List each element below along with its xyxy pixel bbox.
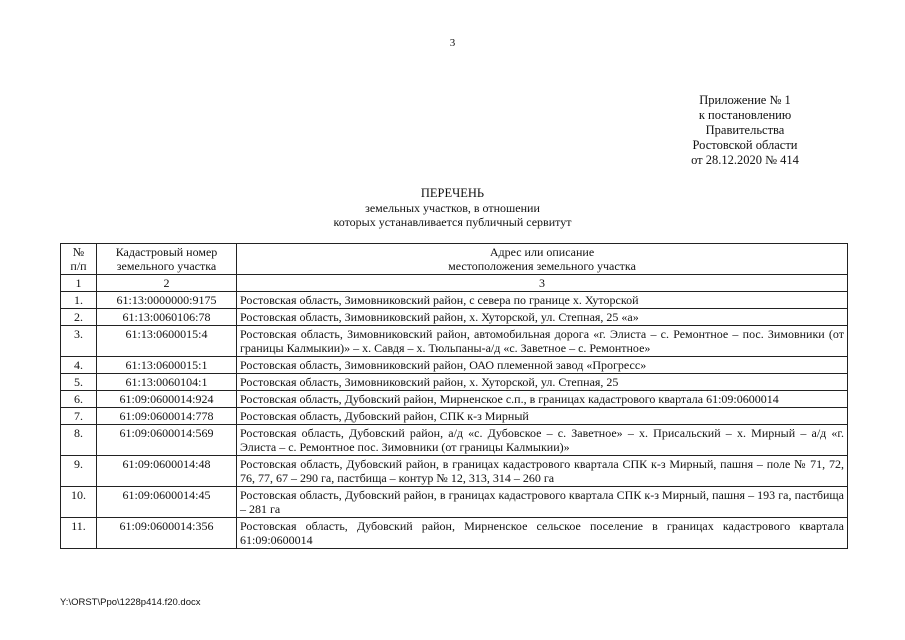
row-number: 4. [61, 357, 97, 374]
document-title [0, 186, 905, 229]
plot-address: Ростовская область, Дубовский район, СПК к-з Мирный [237, 408, 848, 425]
row-number: 9. [61, 456, 97, 487]
cadastral-number: 61:09:0600014:45 [97, 487, 237, 518]
table-row [61, 425, 848, 456]
cadastral-number: 61:13:0600015:4 [97, 326, 237, 357]
cadastral-number: 61:09:0600014:569 [97, 425, 237, 456]
header-number: № п/п [61, 244, 97, 275]
plot-address: Ростовская область, Зимовниковский район, с севера по границе х. Хуторской [237, 292, 848, 309]
column-index: 3 [237, 275, 848, 292]
cadastral-number: 61:13:0060104:1 [97, 374, 237, 391]
plot-address: Ростовская область, Дубовский район, Мирненское сельское поселение в границах кадастрового квартала 61:09:0600014 [237, 518, 848, 549]
plot-address: Ростовская область, Зимовниковский район, х. Хуторской, ул. Степная, 25 «а» [237, 309, 848, 326]
plot-address: Ростовская область, Дубовский район, а/д «с. Дубовское – с. Заветное» – х. Присальский – х. Мирный – а/д «г. Элиста – с. Ремонтное пос. Зимовники (от границы Калмыкии)» [237, 425, 848, 456]
file-path-footer: Y:\ORST\Ppo\1228p414.f20.docx [60, 597, 201, 608]
column-index: 1 [61, 275, 97, 292]
header-cadastral: Кадастровый номер земельного участка [97, 244, 237, 275]
table-row [61, 292, 848, 309]
plot-address: Ростовская область, Дубовский район, в границах кадастрового квартала СПК к-з Мирный, пашня – 193 га, пастбища – 281 га [237, 487, 848, 518]
appendix-line: Ростовской области [692, 138, 798, 152]
row-number: 5. [61, 374, 97, 391]
appendix-block [640, 93, 850, 168]
row-number: 2. [61, 309, 97, 326]
plot-address: Ростовская область, Дубовский район, Мирненское с.п., в границах кадастрового квартала 61:09:0600014 [237, 391, 848, 408]
table-row [61, 326, 848, 357]
title-subtitle-line: которых устанавливается публичный сервитут [333, 215, 572, 229]
table-row [61, 408, 848, 425]
row-number: 11. [61, 518, 97, 549]
table-row [61, 518, 848, 549]
header-address: Адрес или описание местоположения земельного участка [237, 244, 848, 275]
appendix-line: Правительства [705, 123, 785, 137]
plot-address: Ростовская область, Зимовниковский район, х. Хуторской, ул. Степная, 25 [237, 374, 848, 391]
row-number: 6. [61, 391, 97, 408]
column-index-row [61, 275, 848, 292]
page-number: 3 [449, 37, 456, 49]
table-row [61, 456, 848, 487]
cadastral-number: 61:13:0000000:9175 [97, 292, 237, 309]
cadastral-number: 61:09:0600014:356 [97, 518, 237, 549]
table-row [61, 374, 848, 391]
row-number: 3. [61, 326, 97, 357]
cadastral-number: 61:09:0600014:778 [97, 408, 237, 425]
plot-address: Ростовская область, Дубовский район, в границах кадастрового квартала СПК к-з Мирный, пашня – поле № 71, 72, 76, 77, 67 – 290 га, пастбища – контур № 12, 313, 314 – 260 га [237, 456, 848, 487]
cadastral-number: 61:09:0600014:48 [97, 456, 237, 487]
title-heading: ПЕРЕЧЕНЬ [420, 186, 485, 200]
appendix-line: Приложение № 1 [699, 93, 791, 107]
plot-address: Ростовская область, Зимовниковский район, ОАО племенной завод «Прогресс» [237, 357, 848, 374]
cadastral-number: 61:09:0600014:924 [97, 391, 237, 408]
column-index: 2 [97, 275, 237, 292]
row-number: 8. [61, 425, 97, 456]
plot-address: Ростовская область, Зимовниковский район, автомобильная дорога «г. Элиста – с. Ремонтное – пос. Зимовники (от границы Калмыкии)» – х. Савдя – х. Тюльпаны-а/д «с. Заветное – с. Ремонтное» [237, 326, 848, 357]
table-row [61, 309, 848, 326]
row-number: 7. [61, 408, 97, 425]
appendix-line: к постановлению [698, 108, 792, 122]
table-row [61, 487, 848, 518]
cadastral-number: 61:13:0060106:78 [97, 309, 237, 326]
appendix-line: от 28.12.2020 № 414 [691, 153, 799, 167]
cadastral-number: 61:13:0600015:1 [97, 357, 237, 374]
row-number: 1. [61, 292, 97, 309]
land-plots-table [60, 243, 848, 549]
table-row [61, 357, 848, 374]
row-number: 10. [61, 487, 97, 518]
table-header-row [61, 244, 848, 275]
title-subtitle-line: земельных участков, в отношении [365, 201, 540, 215]
table-row [61, 391, 848, 408]
